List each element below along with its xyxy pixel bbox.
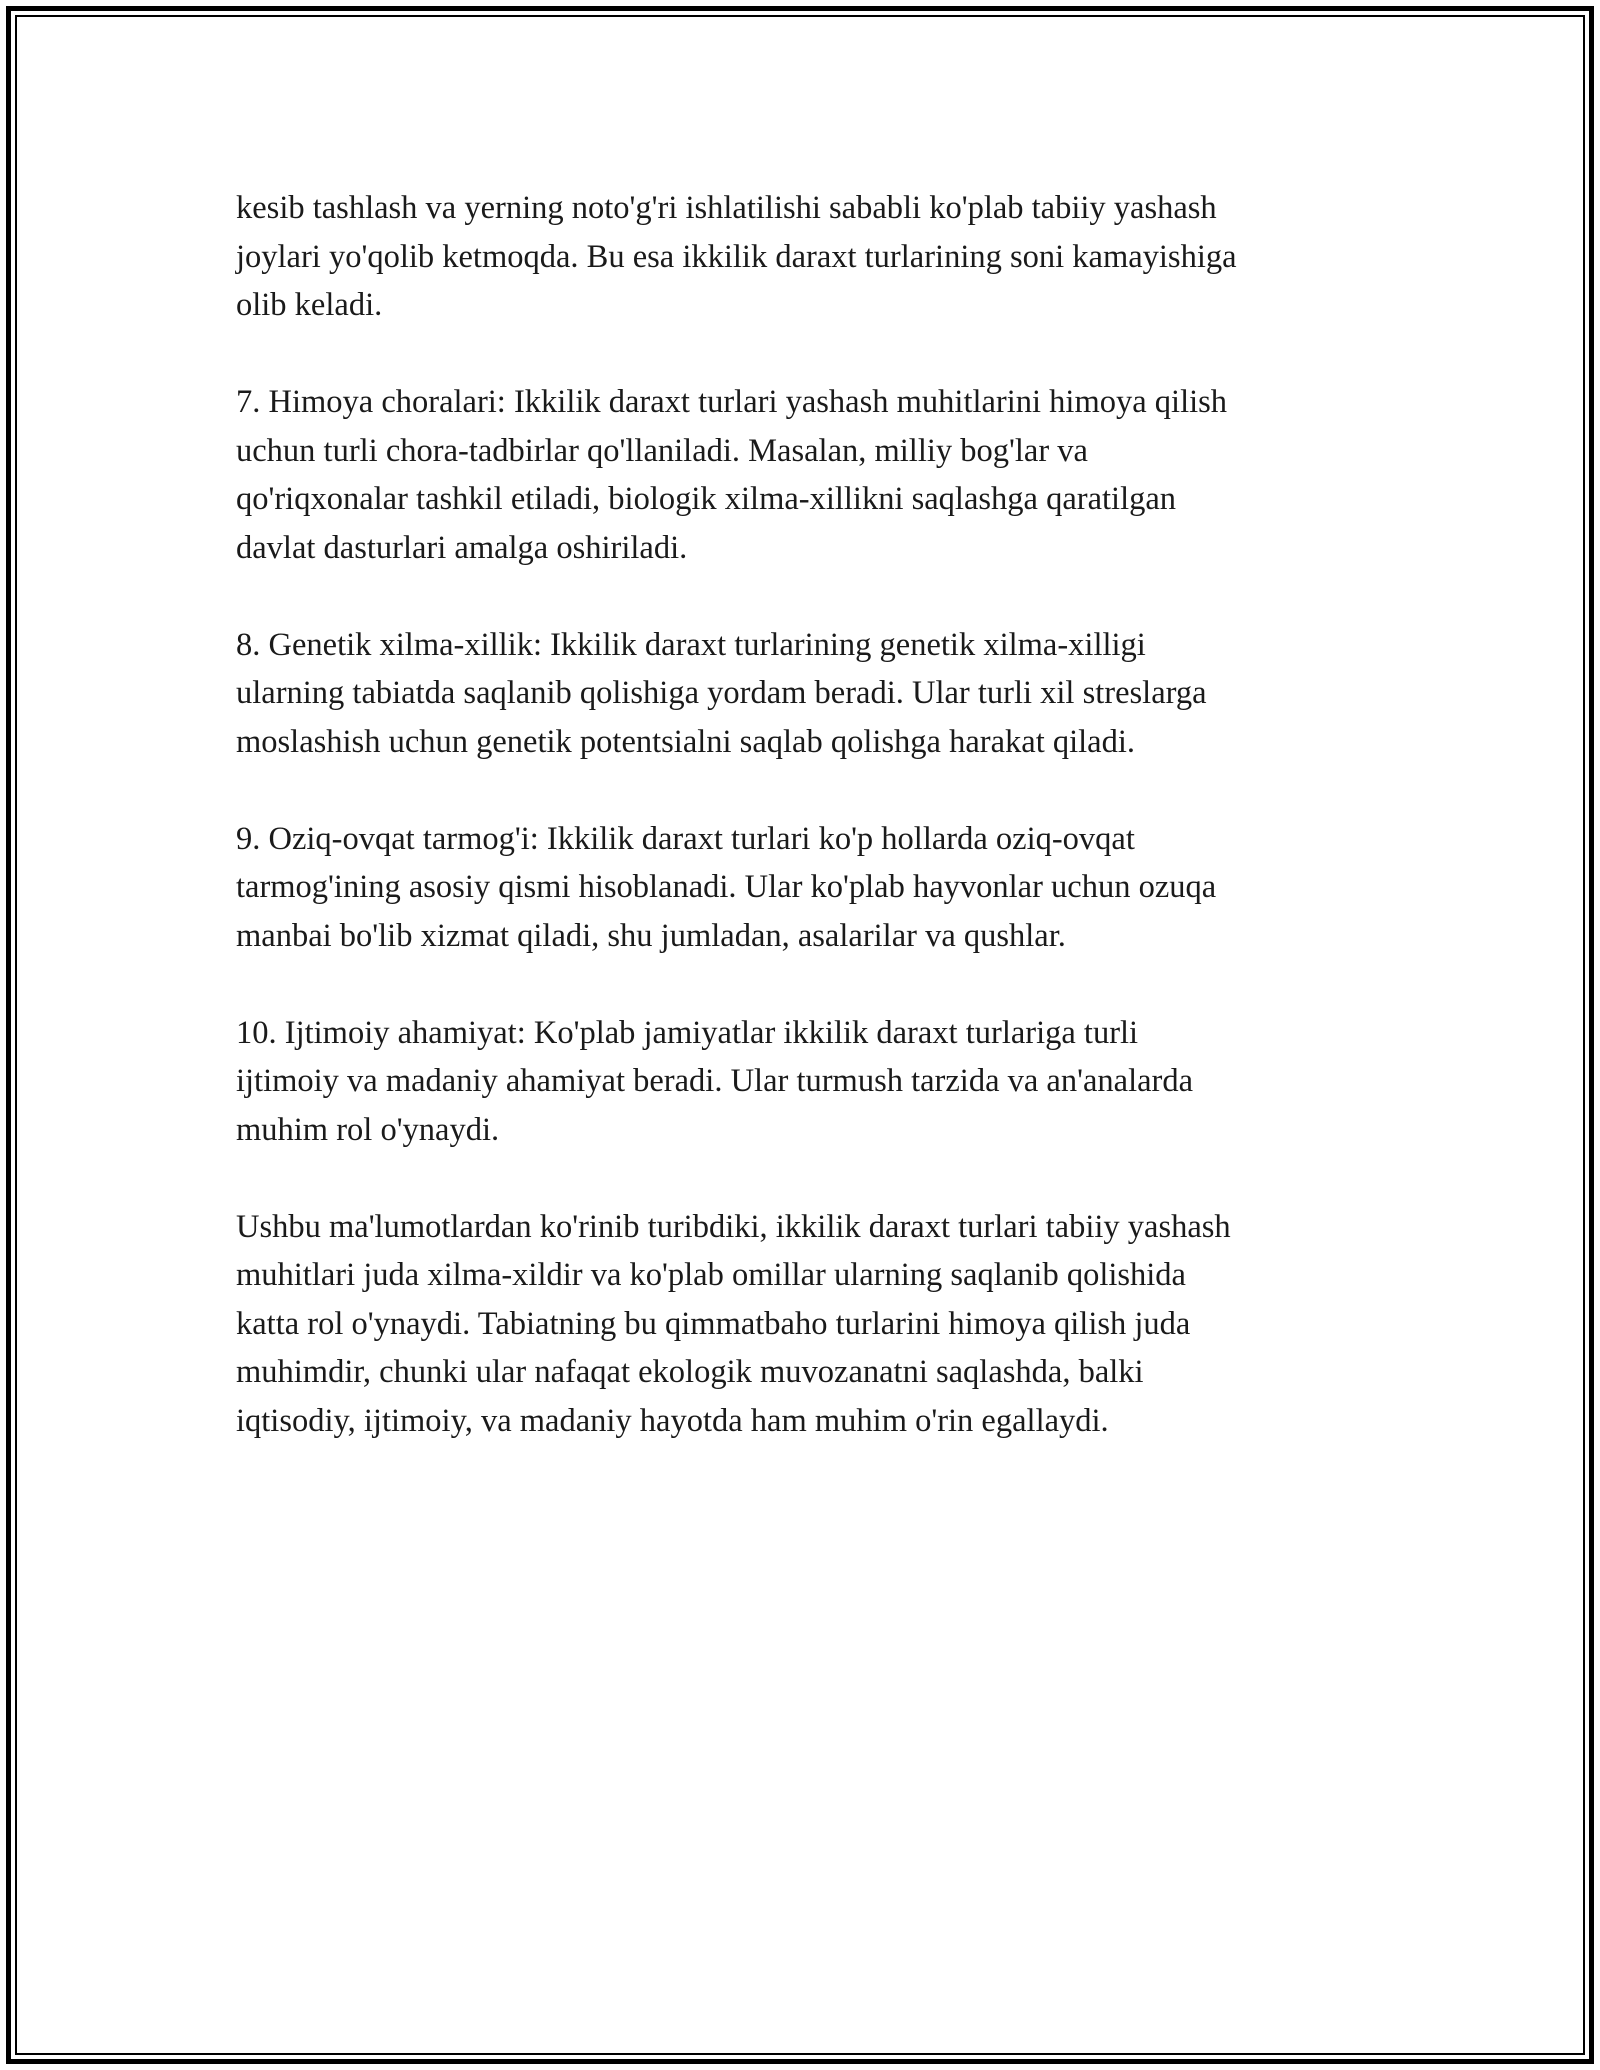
text-line: 10. Ijtimoiy ahamiyat: Ko'plab jamiyatlar ikkilik daraxt turlariga turli [236,1014,1139,1051]
text-line: ijtimoiy va madaniy ahamiyat beradi. Ular turmush tarzida va an'analarda [236,1063,1194,1099]
paragraph-food-web [236,815,1396,961]
text-line: joylari yo'qolib ketmoqda. Bu esa ikkilik daraxt turlarining soni kamayishiga [236,238,1237,275]
text-line: davlat dasturlari amalga oshiriladi. [236,529,688,566]
paragraph-habitat-loss-continued [236,184,1396,330]
text-line: katta rol o'ynaydi. Tabiatning bu qimmatbaho turlarini himoya qilish juda [236,1305,1191,1342]
text-line: olib keladi. [236,287,383,323]
text-line: uchun turli chora-tadbirlar qo'llaniladi. Masalan, milliy bog'lar va [236,432,1088,469]
paragraph-conclusion [236,1203,1396,1446]
text-line: Ushbu ma'lumotlardan ko'rinib turibdiki, ikkilik daraxt turlari tabiiy yashash [236,1208,1231,1245]
text-line: muhimdir, chunki ular nafaqat ekologik muvozanatni saqlashda, balki [236,1354,1144,1390]
text-line: muhitlari juda xilma-xildir va ko'plab omillar ularning saqlanib qolishida [236,1257,1186,1293]
paragraph-genetic-diversity [236,621,1396,767]
text-line: ularning tabiatda saqlanib qolishiga yordam beradi. Ular turli xil streslarga [236,675,1207,711]
document-body [236,184,1396,1494]
text-line: 7. Himoya choralari: Ikkilik daraxt turlari yashash muhitlarini himoya qilish [236,384,1228,420]
text-line: moslashish uchun genetik potentsialni saqlab qolishga harakat qiladi. [236,723,1135,760]
text-line: tarmog'ining asosiy qismi hisoblanadi. Ular ko'plab hayvonlar uchun ozuqa [236,869,1217,905]
text-line: iqtisodiy, ijtimoiy, va madaniy hayotda ham muhim o'rin egallaydi. [236,1402,1109,1439]
text-line: 8. Genetik xilma-xillik: Ikkilik daraxt turlarining genetik xilma-xilligi [236,626,1146,663]
text-line: manbai bo'lib xizmat qiladi, shu jumladan, asalarilar va qushlar. [236,917,1066,954]
text-line: muhim rol o'ynaydi. [236,1111,500,1148]
paragraph-social-importance [236,1009,1396,1155]
text-line: 9. Oziq-ovqat tarmog'i: Ikkilik daraxt turlari ko'p hollarda oziq-ovqat [236,820,1135,857]
text-line: qo'riqxonalar tashkil etiladi, biologik xilma-xillikni saqlashga qaratilgan [236,481,1177,517]
paragraph-protection-measures [236,378,1396,572]
text-line: kesib tashlash va yerning noto'g'ri ishlatilishi sababli ko'plab tabiiy yashash [236,190,1217,226]
